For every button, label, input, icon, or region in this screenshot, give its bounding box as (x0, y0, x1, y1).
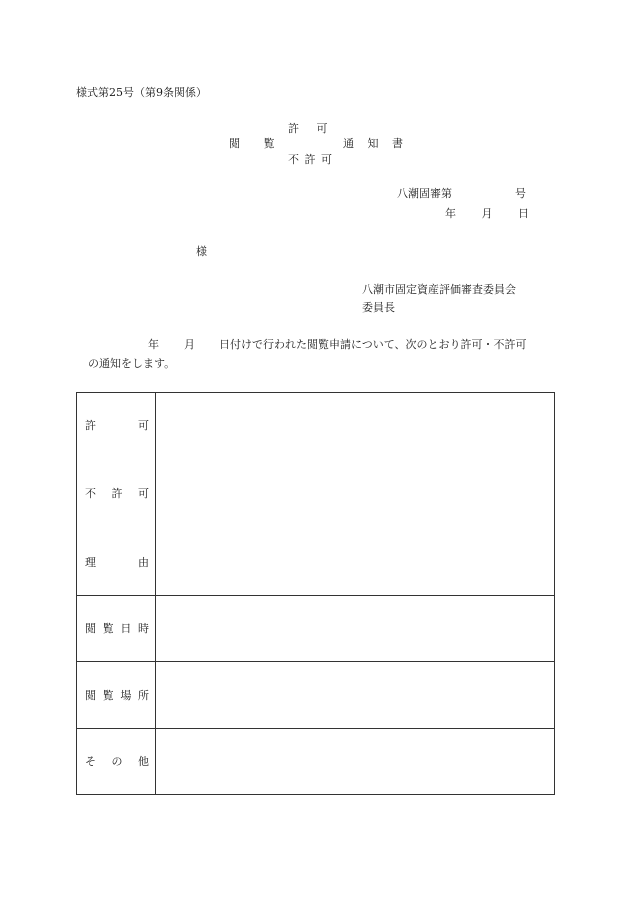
label-char: そ (85, 755, 96, 768)
addressee-suffix: 様 (196, 245, 207, 258)
label-char: 他 (138, 755, 149, 768)
other-label-cell (77, 729, 156, 795)
date-line (445, 208, 529, 219)
title-char: 通 (343, 137, 354, 150)
title-deny (288, 154, 332, 165)
body-month: 月 (184, 338, 195, 351)
label-other (85, 756, 149, 767)
label-permit (85, 420, 149, 431)
label-char: 可 (138, 487, 149, 500)
table-row (77, 393, 555, 596)
label-reason (85, 557, 149, 568)
label-deny (85, 488, 149, 499)
title-char: 閲 (229, 137, 240, 150)
issuer-title: 委員長 (362, 301, 395, 314)
label-char: 許 (111, 487, 123, 500)
title-permit (288, 123, 328, 134)
doc-number-prefix: 八潮固審第 (397, 187, 452, 200)
table-row (77, 596, 555, 662)
issuer-org: 八潮市固定資産評価審査委員会 (362, 283, 516, 296)
place-label-cell (77, 662, 156, 729)
title-char: 不 (288, 153, 299, 166)
label-char: 日 (120, 622, 132, 635)
label-char: 場 (120, 689, 132, 702)
date-day: 日 (518, 207, 529, 220)
label-char: 覧 (102, 622, 114, 635)
form-number: 様式第25号（第9条関係） (76, 86, 207, 99)
title-char: 許 (304, 153, 316, 166)
label-char: 可 (138, 419, 149, 432)
datetime-value-cell (156, 596, 555, 662)
title-char: 許 (288, 122, 299, 135)
table-row (77, 662, 555, 729)
label-char: 時 (137, 622, 149, 635)
title-inspection (229, 138, 275, 149)
title-char: 知 (367, 137, 379, 150)
label-char: 許 (85, 419, 96, 432)
title-char: 覧 (263, 137, 275, 150)
label-char: 閲 (85, 622, 96, 635)
title-char: 可 (316, 122, 328, 135)
table-row (77, 729, 555, 795)
label-char: 不 (85, 487, 96, 500)
body-year: 年 (148, 338, 159, 351)
body-line1: 日付けで行われた閲覧申請について、次のとおり許可・不許可 (219, 338, 527, 351)
label-char: 所 (137, 689, 149, 702)
label-char: の (111, 755, 123, 768)
label-char: 由 (138, 556, 149, 569)
label-datetime (85, 623, 149, 634)
label-char: 理 (85, 556, 96, 569)
title-char: 可 (321, 153, 332, 166)
datetime-label-cell (77, 596, 156, 662)
body-line2: の通知をします。 (88, 357, 176, 370)
date-month: 月 (481, 207, 493, 220)
label-char: 覧 (102, 689, 114, 702)
notice-table (76, 392, 555, 795)
decision-label-cell (77, 393, 156, 596)
place-value-cell (156, 662, 555, 729)
other-value-cell (156, 729, 555, 795)
title-notice (343, 138, 403, 149)
doc-number-suffix: 号 (515, 187, 526, 200)
date-year: 年 (445, 207, 456, 220)
label-place (85, 690, 149, 701)
decision-value-cell (156, 393, 555, 596)
label-char: 閲 (85, 689, 96, 702)
title-char: 書 (392, 137, 403, 150)
